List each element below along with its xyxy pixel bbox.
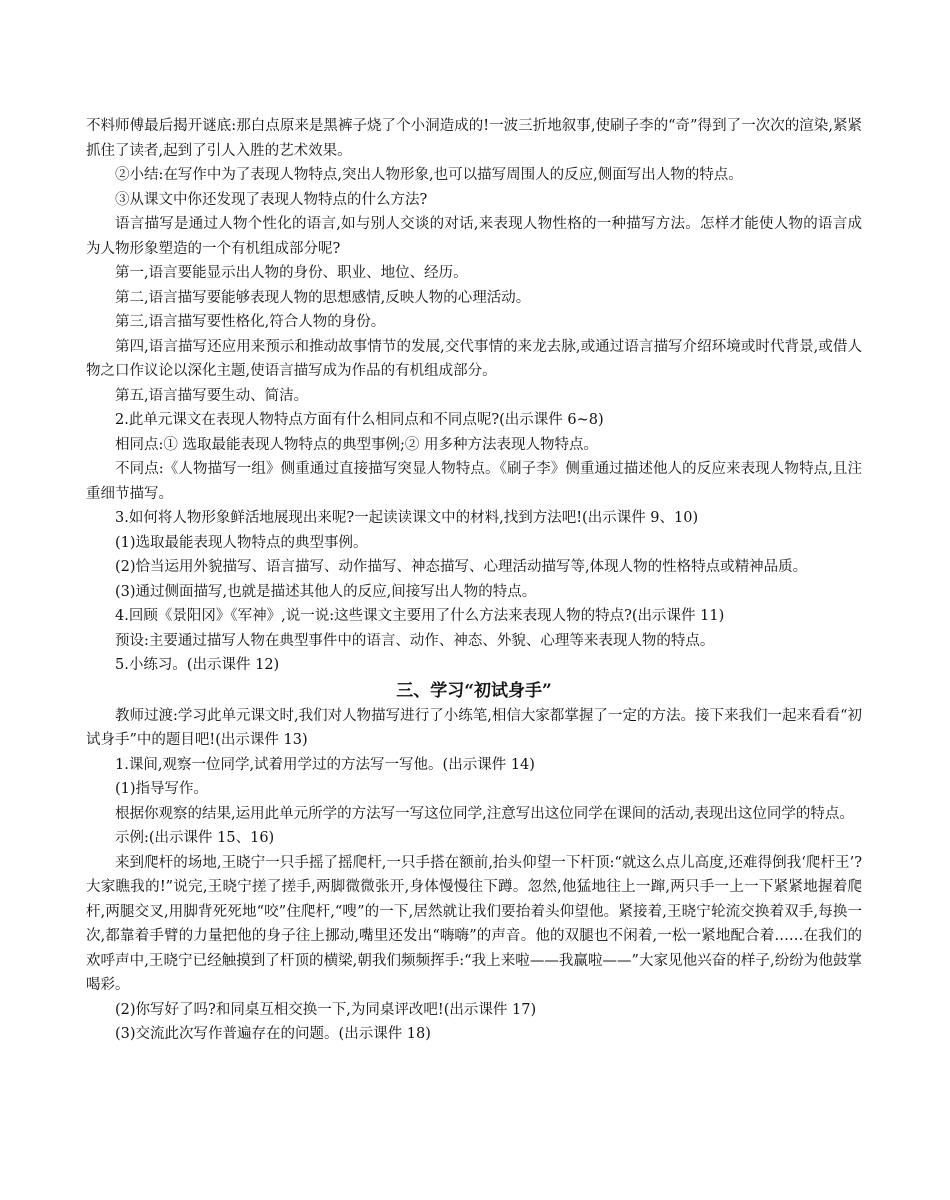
paragraph-summary: ②小结:在写作中为了表现人物特点,突出人物形象,也可以描写周围人的反应,侧面写出人物的特点。 [115,167,743,183]
paragraph-point-3: 第三,语言描写要性格化,符合人物的身份。 [115,314,386,330]
paragraph-language-description: 语言描写是通过人物个性化的语言,如与别人交谈的对话,来表现人物性格的一种描写方法。怎样才能使人物的语言成为人物形象塑造的一个有机组成部分呢? [86,216,862,257]
paragraph-discussion: (3)交流此次写作普遍存在的问题。(出示课件 18) [115,1026,431,1042]
paragraph-item-3: 3.如何将人物形象鲜活地展现出来呢?一起读读课文中的材料,找到方法吧!(出示课件 9、10) [115,510,699,526]
paragraph-point-5: 第五,语言描写要生动、简洁。 [115,387,309,404]
paragraph-teacher-transition: 教师过渡:学习此单元课文时,我们对人物描写进行了小练笔,相信大家都掌握了一定的方法。接下来我们一起来看看“初试身手”中的题目吧!(出示课件 13) [86,707,862,748]
paragraph-point-2: 第二,语言描写要能够表现人物的思想感情,反映人物的心理活动。 [115,289,531,306]
paragraph-item-2: 2.此单元课文在表现人物特点方面有什么相同点和不同点呢?(出示课件 6~8) [115,412,604,428]
paragraph-differences: 不同点:《人物描写一组》侧重通过直接描写突显人物特点。《刷子李》侧重通过描述他人的反应来表现人物特点,且注重细节描写。 [86,461,862,502]
section-heading: 三、学习“初试身手” [396,680,552,701]
paragraph-item-5: 5.小练习。(出示课件 12) [115,657,280,673]
paragraph-method-2: (2)恰当运用外貌描写、语言描写、动作描写、神态描写、心理活动描写等,体现人物的性格特点或精神品质。 [115,559,808,575]
paragraph-point-1: 第一,语言要能显示出人物的身份、职业、地位、经历。 [115,265,468,281]
paragraph-preset: 预设:主要通过描写人物在典型事件中的语言、动作、神态、外貌、心理等来表现人物的特点。 [115,632,715,649]
paragraph-example-text: 来到爬杆的场地,王晓宁一只手摇了摇爬杆,一只手搭在额前,抬头仰望一下杆顶:“就这么点儿高度,还难得倒我‘爬杆王’?大家瞧我的!”说完,王晓宁搓了搓手,两脚微微张开,身体慢慢往下蹲。忽然,他猛地往上一蹿,两只手一上一下紧紧地握着爬杆,两腿交叉,用脚背死死地“咬”住爬杆,“嗖”的一下,居然就让我们要抬着头仰望他。紧接着,王晓宁轮流交换着双手,每换一次,都靠着手臂的力量把他的身子往上挪动,嘴里还发出“嗨嗨”的声音。他的双腿也不闲着,一松一紧地配合着……在我们的欢呼声中,王晓宁已经触摸到了杆顶的横梁,朝我们频频挥手:“我上来啦——我赢啦——”大家见他兴奋的样子,纷纷为他鼓掌喝彩。 [86,854,862,993]
paragraph-example-label: 示例:(出示课件 15、16) [115,830,275,846]
paragraph-peer-review: (2)你写好了吗?和同桌互相交换一下,为同桌评改吧!(出示课件 17) [115,1001,537,1018]
paragraph-task-1: 1.课间,观察一位同学,试着用学过的方法写一写他。(出示课件 14) [115,756,535,773]
paragraph-similarities: 相同点:① 选取最能表现人物特点的典型事例;② 用多种方法表现人物特点。 [115,436,598,453]
paragraph-instructions: 根据你观察的结果,运用此单元所学的方法写一写这位同学,注意写出这位同学在课间的活动,表现出这位同学的特点。 [115,805,854,822]
paragraph-point-4: 第四,语言描写还应用来预示和推动故事情节的发展,交代事情的来龙去脉,或通过语言描写介绍环境或时代背景,或借人物之口作议论以深化主题,使语言描写成为作品的有机组成部分。 [86,338,862,379]
paragraph-method-1: (1)选取最能表现人物特点的典型事例。 [115,534,368,551]
paragraph-method-3: (3)通过侧面描写,也就是描述其他人的反应,间接写出人物的特点。 [115,583,537,600]
paragraph-item-4: 4.回顾《景阳冈》《军神》,说一说:这些课文主要用了什么方法来表现人物的特点?(出示课件 11) [115,608,725,624]
paragraph-guidance: (1)指导写作。 [115,781,209,797]
paragraph-question: ③从课文中你还发现了表现人物特点的什么方法? [115,191,428,208]
paragraph-continuation: 不料师傅最后揭开谜底:那白点原来是黑裤子烧了个小洞造成的!一波三折地叙事,使刷子李的“奇”得到了一次次的渲染,紧紧抓住了读者,起到了引人入胜的艺术效果。 [86,118,862,159]
